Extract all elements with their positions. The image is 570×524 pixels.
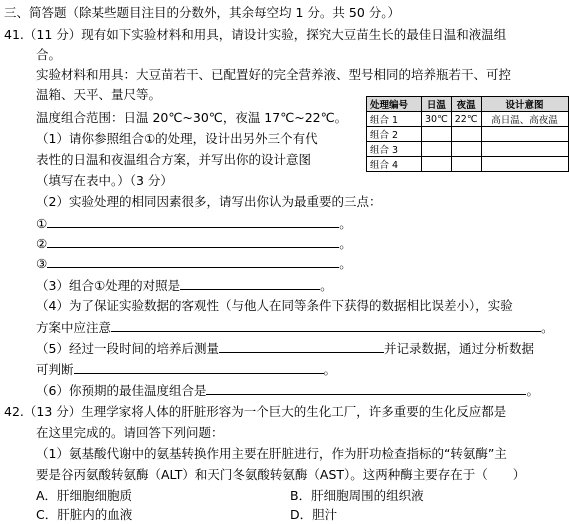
option-b[interactable]: B．肝细胞周围的组织液 <box>290 488 424 503</box>
q42-line1: 42.（13 分）生理学家将人体的肝脏形容为一个巨大的生化工厂，许多重要的生化反应都是 <box>4 404 507 419</box>
q41-part5-line1 <box>36 339 534 358</box>
q41-part4-text: 方案中应注意 <box>36 320 112 335</box>
option-d[interactable]: D．胆汁 <box>290 507 338 522</box>
table-cell: 组合 4 <box>367 157 422 172</box>
q42-line3: （1）氨基酸代谢中的氨基转换作用主要在肝脏进行，作为肝功检查指标的“转氨酶”主 <box>36 446 507 461</box>
answer-blank[interactable] <box>47 214 339 228</box>
q41-part1-line1: （1）请你参照组合①的处理，设计出另外三个有代 <box>36 131 318 146</box>
q41-part5-line2 <box>36 360 336 379</box>
q41-part6 <box>36 381 539 400</box>
table-cell[interactable] <box>451 142 481 157</box>
table-cell: 组合 1 <box>367 112 422 127</box>
answer-blank[interactable] <box>47 234 339 248</box>
table-cell[interactable] <box>481 142 568 157</box>
q41-part5-text: （5）经过一段时间的培养后测量 <box>36 341 219 356</box>
answer-line-1 <box>36 214 352 233</box>
q41-part3 <box>36 276 333 295</box>
table-header-cell: 日温 <box>422 97 452 112</box>
period: 。 <box>339 216 352 231</box>
table-cell: 22℃ <box>451 112 481 127</box>
answer-blank[interactable] <box>111 318 541 332</box>
section-title: 三、简答题（除某些题目注目的分数外，其余每空均 1 分。共 50 分。） <box>4 5 401 20</box>
q41-part5-text2: 并记录数据，通过分析数据 <box>383 341 534 356</box>
circled-number-2: ② <box>36 236 48 251</box>
answer-line-3 <box>36 254 352 273</box>
design-table <box>366 96 569 172</box>
table-cell: 组合 3 <box>367 142 422 157</box>
q41-line1: 41.（11 分）现有如下实验材料和用具，请设计实验，探究大豆苗生长的最佳日温和液温组 <box>4 27 507 42</box>
table-row <box>367 127 569 142</box>
period: 。 <box>526 383 539 398</box>
circled-number-3: ③ <box>36 256 48 271</box>
table-header-cell: 夜温 <box>451 97 481 112</box>
table-cell[interactable] <box>422 127 452 142</box>
q42-line4: 要是谷丙氨酸转氨酶（ALT）和天门冬氨酸转氨酶（AST）。这两种酶主要存在于（ ） <box>36 467 526 482</box>
option-c[interactable]: C．肝脏内的血液 <box>36 507 133 522</box>
table-cell[interactable] <box>451 127 481 142</box>
table-row <box>367 142 569 157</box>
q41-part4-line2 <box>36 318 554 337</box>
q41-temp-range: 温度组合范围：日温 20℃~30℃，夜温 17℃~22℃。 <box>36 110 348 125</box>
table-cell[interactable] <box>481 157 568 172</box>
q41-line2: 合。 <box>36 47 62 62</box>
table-cell: 高日温、高夜温 <box>481 112 568 127</box>
q41-line4: 温箱、天平、量尺等。 <box>36 87 162 102</box>
q41-part5-text3: 可判断 <box>36 362 74 377</box>
table-cell[interactable] <box>451 157 481 172</box>
q42-line2: 在这里完成的。请回答下列问题： <box>36 425 224 440</box>
table-cell[interactable] <box>422 142 452 157</box>
period: 。 <box>339 236 352 251</box>
table-row <box>367 112 569 127</box>
table-header-cell: 处理编号 <box>367 97 422 112</box>
answer-blank[interactable] <box>74 360 324 374</box>
period: 。 <box>541 320 554 335</box>
q41-part6-text: （6）你预期的最佳温度组合是 <box>36 383 207 398</box>
table-row <box>367 157 569 172</box>
answer-blank[interactable] <box>180 276 320 290</box>
answer-blank[interactable] <box>219 339 384 353</box>
q41-part4-line1: （4）为了保证实验数据的客观性（与他人在同等条件下获得的数据相比误差小），实验 <box>36 298 513 313</box>
table-cell: 组合 2 <box>367 127 422 142</box>
q41-part2: （2）实验处理的相同因素很多，请写出你认为最重要的三点： <box>36 194 382 209</box>
period: 。 <box>323 362 337 377</box>
table-cell[interactable] <box>481 127 568 142</box>
table-header-cell: 设计意图 <box>481 97 568 112</box>
table-header-row <box>367 97 569 112</box>
table-cell[interactable] <box>422 157 452 172</box>
option-a[interactable]: A．肝细胞细胞质 <box>36 488 133 503</box>
answer-blank[interactable] <box>206 381 526 395</box>
q41-part1-line3: （填写在表中。）（3 分） <box>36 173 173 188</box>
period: 。 <box>320 278 333 293</box>
table-cell: 30℃ <box>422 112 452 127</box>
answer-blank[interactable] <box>47 254 339 268</box>
period: 。 <box>339 256 352 271</box>
q41-line3: 实验材料和用具：大豆苗若干、已配置好的完全营养液、型号相同的培养瓶若干、可控 <box>36 67 512 82</box>
circled-number-1: ① <box>36 216 48 231</box>
q41-part1-line2: 表性的日温和夜温组合方案，并写出你的设计意图 <box>36 152 312 167</box>
answer-line-2 <box>36 234 352 253</box>
q41-part3-text: （3）组合①处理的对照是 <box>36 278 181 293</box>
